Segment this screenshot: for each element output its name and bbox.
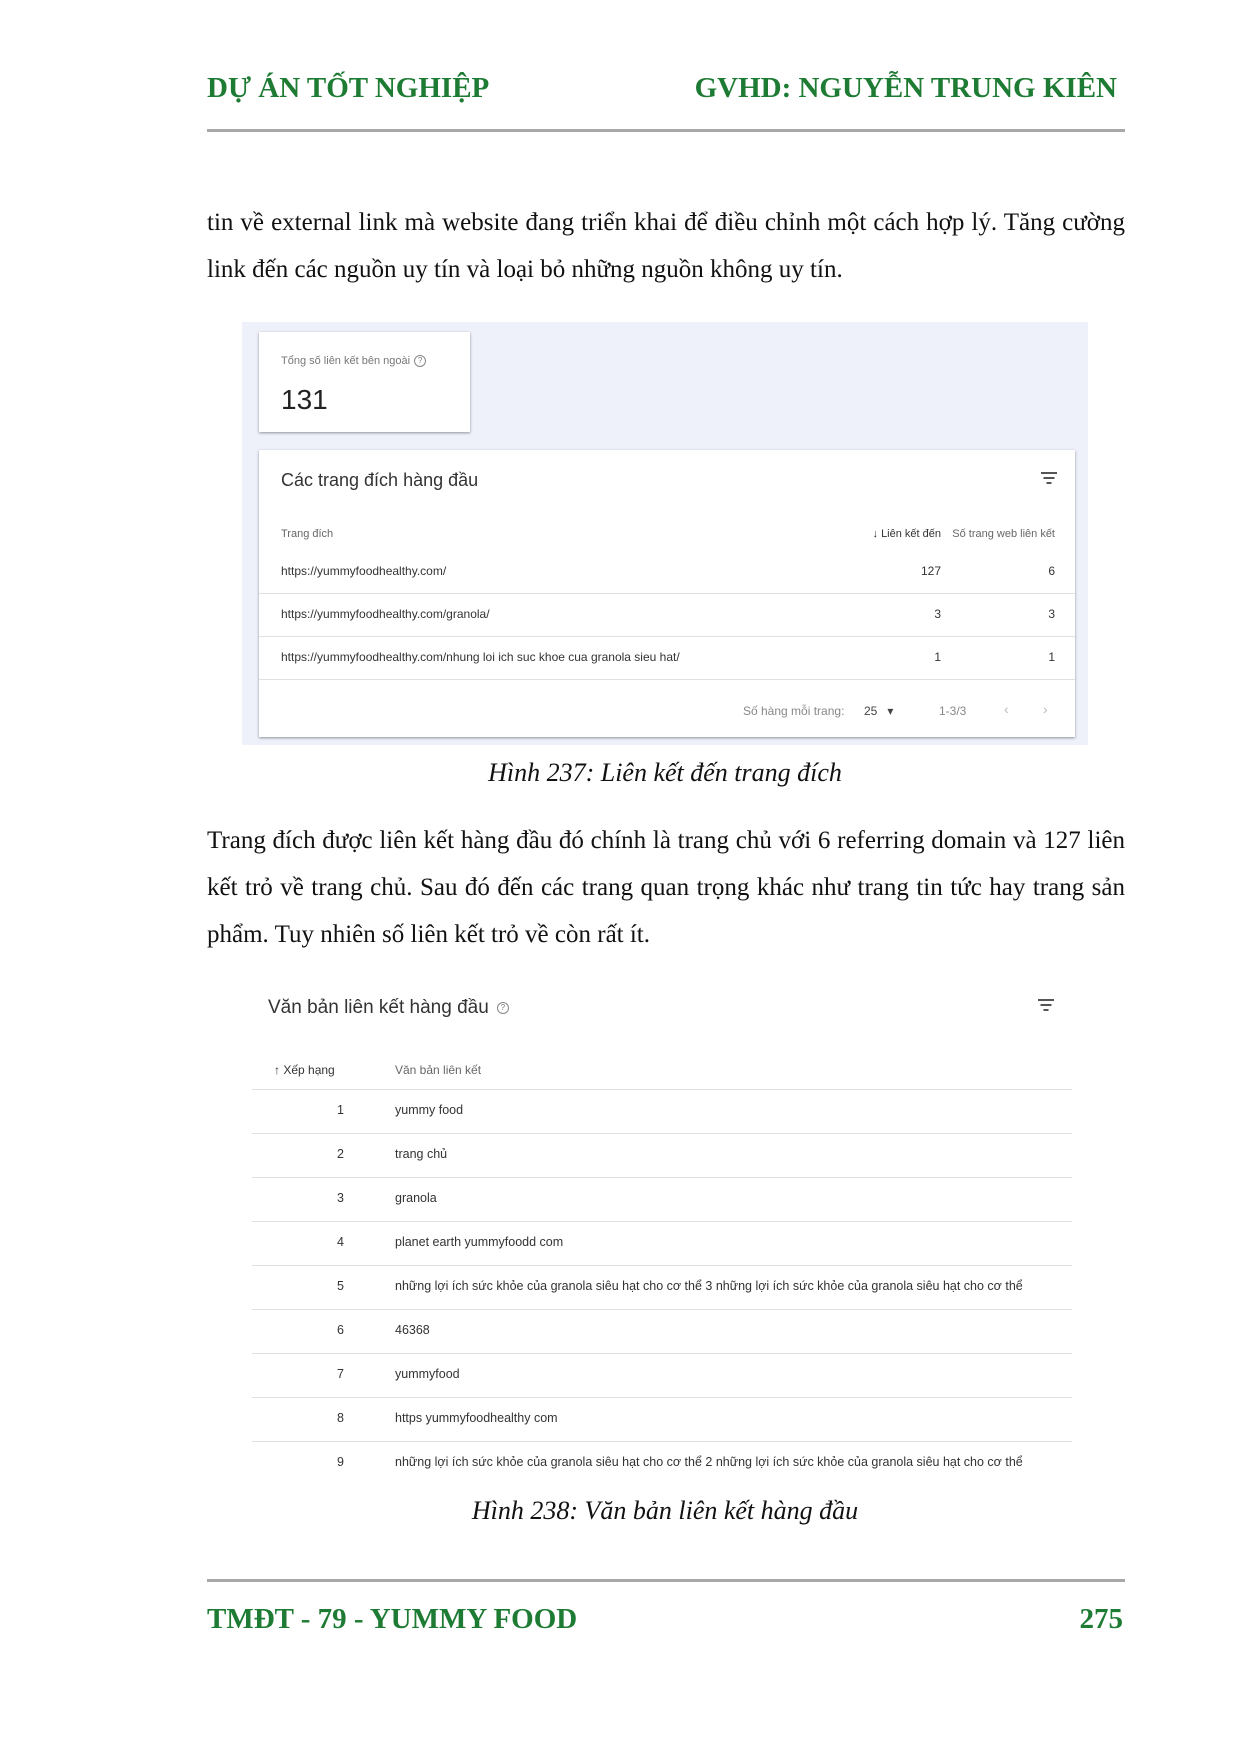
page-number: 275 — [1079, 1603, 1123, 1635]
table-row[interactable]: 8 https yummyfoodhealthy com — [252, 1397, 1072, 1442]
total-links-value: 131 — [281, 384, 328, 415]
total-links-card — [259, 332, 470, 432]
row-links: 1 — [934, 650, 941, 664]
row-sites: 6 — [1048, 564, 1055, 578]
arrow-up-icon: ↑ — [274, 1063, 280, 1077]
paragraph-2: Trang đích được liên kết hàng đầu đó chính là trang chủ với 6 referring domain và 127 liên kết trỏ về trang chủ. Sau đó đến các trang quan trọng khác như trang tin tức hay trang sản phẩm. Tuy nhiên số liên kết trỏ về còn rất ít. — [207, 827, 1125, 948]
column-header-anchor-text[interactable]: Văn bản liên kết — [395, 1063, 482, 1077]
row-url[interactable]: https://yummyfoodhealthy.com/granola/ — [281, 607, 490, 621]
table-row[interactable] — [259, 550, 1075, 594]
rows-per-page-select[interactable]: 25 ▾ — [864, 704, 894, 718]
header-divider — [207, 129, 1125, 132]
footer-divider — [207, 1579, 1125, 1582]
table-row[interactable]: 5 những lợi ích sức khỏe của granola siêu hạt cho cơ thể 3 những lợi ích sức khỏe của granola siêu hạt cho cơ thể — [252, 1265, 1072, 1310]
row-links: 3 — [934, 607, 941, 621]
row-links: 127 — [920, 564, 941, 578]
help-icon[interactable]: ? — [497, 1002, 509, 1014]
table-row[interactable]: 6 46368 — [252, 1309, 1072, 1354]
table-row[interactable]: 9 những lợi ích sức khỏe của granola siêu hạt cho cơ thể 2 những lợi ích sức khỏe của granola siêu hạt cho cơ thể — [252, 1441, 1072, 1486]
help-icon[interactable]: ? — [414, 355, 426, 367]
paragraph-1: tin về external link mà website đang triển khai để điều chỉnh một cách hợp lý. Tăng cường link đến các nguồn uy tín và loại bỏ những nguồn không uy tín. — [207, 209, 1125, 283]
top-landing-pages-card — [259, 450, 1075, 737]
anchor-table-title: Văn bản liên kết hàng đầu — [268, 997, 489, 1018]
header-supervisor: GVHD: NGUYỄN TRUNG KIÊN — [694, 72, 1117, 104]
filter-icon[interactable] — [1041, 472, 1057, 484]
column-header-links[interactable]: ↓ Liên kết đến — [872, 528, 941, 540]
rows-per-page-label: Số hàng mỗi trang: — [743, 704, 845, 718]
chevron-right-icon[interactable]: › — [1043, 701, 1048, 717]
table-row[interactable]: 1 yummy food — [252, 1089, 1072, 1134]
table-row[interactable]: 3 granola — [252, 1177, 1072, 1222]
row-url[interactable]: https://yummyfoodhealthy.com/ — [281, 564, 447, 578]
table-row[interactable]: 4 planet earth yummyfoodd com — [252, 1221, 1072, 1266]
figure-238-caption: Hình 238: Văn bản liên kết hàng đầu — [471, 1496, 859, 1525]
dropdown-arrow-icon: ▾ — [887, 704, 894, 718]
table-title: Các trang đích hàng đầu — [281, 470, 479, 490]
figure-external-links — [242, 322, 1088, 745]
row-sites: 3 — [1048, 607, 1055, 621]
column-header-page[interactable]: Trang đích — [281, 528, 334, 540]
header-project-title: DỰ ÁN TỐT NGHIỆP — [207, 72, 490, 104]
table-row[interactable] — [259, 636, 1075, 680]
total-links-label: Tổng số liên kết bên ngoài — [281, 355, 411, 367]
chevron-left-icon[interactable]: ‹ — [1004, 701, 1009, 717]
row-sites: 1 — [1048, 650, 1055, 664]
table-row[interactable]: 2 trang chủ — [252, 1133, 1072, 1178]
arrow-down-icon: ↓ — [872, 528, 878, 540]
figure-anchor-text — [252, 985, 1072, 1485]
filter-icon[interactable] — [1038, 999, 1054, 1011]
table-row[interactable]: 7 yummyfood — [252, 1353, 1072, 1398]
table-row[interactable] — [259, 593, 1075, 637]
row-url[interactable]: https://yummyfoodhealthy.com/nhung loi ich suc khoe cua granola sieu hat/ — [281, 650, 680, 664]
footer-project: TMĐT - 79 - YUMMY FOOD — [207, 1603, 578, 1635]
column-header-sites[interactable]: Số trang web liên kết — [952, 528, 1055, 540]
figure-237-caption: Hình 237: Liên kết đến trang đích — [488, 758, 842, 787]
column-header-rank[interactable]: ↑ Xếp hạng — [274, 1063, 335, 1077]
pagination-range: 1-3/3 — [939, 704, 967, 718]
